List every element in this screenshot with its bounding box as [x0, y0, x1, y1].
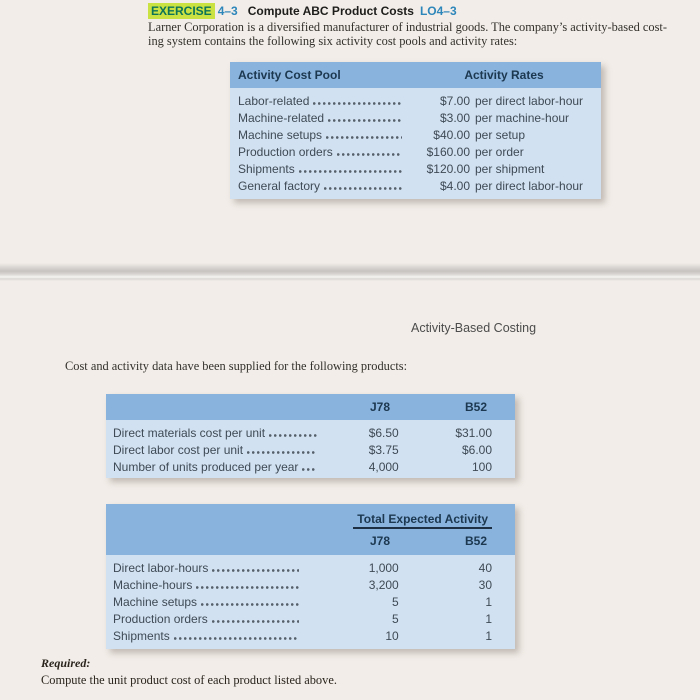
- group-header-row: [106, 512, 492, 529]
- row-label: Direct labor-hours: [113, 560, 209, 575]
- row-label: Production orders: [113, 611, 208, 626]
- table-row: [230, 143, 601, 160]
- rate-unit: per machine-hour: [475, 110, 570, 125]
- product-data-header: [106, 394, 515, 420]
- rate-unit: per setup: [475, 127, 526, 142]
- j78-value: $3.75: [368, 442, 399, 457]
- dot-leader: [299, 170, 402, 173]
- table-row: [106, 576, 492, 593]
- col-header-j78: J78: [369, 400, 390, 414]
- row-label: Number of units produced per year: [113, 459, 299, 474]
- rate-amount: $4.00: [439, 178, 470, 193]
- col-header-j78: J78: [369, 534, 390, 548]
- table-row: [106, 627, 492, 644]
- expected-activity-table: [106, 504, 515, 649]
- col-header-activity-cost-pool: Activity Cost Pool: [238, 68, 341, 82]
- exercise-badge: EXERCISE: [148, 3, 215, 19]
- col-header-b52: B52: [464, 400, 487, 414]
- dot-leader: [201, 603, 299, 606]
- table-row: [106, 610, 492, 627]
- rate-unit: per order: [475, 144, 524, 159]
- row-label: Direct labor cost per unit: [113, 442, 244, 457]
- b52-value: $6.00: [461, 442, 493, 457]
- required-text: Compute the unit product cost of each product listed above.: [41, 673, 337, 687]
- table-row: [230, 160, 601, 177]
- col-header-activity-rates: Activity Rates: [464, 68, 544, 82]
- rate-amount: $40.00: [433, 127, 470, 142]
- j78-value: 5: [392, 594, 399, 609]
- pool-label: Labor-related: [238, 93, 310, 108]
- expected-activity-body: [106, 555, 515, 649]
- b52-value: 1: [485, 628, 493, 643]
- group-header-total-expected-activity: Total Expected Activity: [353, 512, 492, 529]
- row-label: Direct materials cost per unit: [113, 425, 266, 440]
- dot-leader: [328, 119, 402, 122]
- dot-leader: [269, 434, 317, 437]
- product-data-table: [106, 394, 515, 478]
- supply-paragraph: Cost and activity data have been supplied for the following products:: [65, 359, 408, 373]
- table-row: [106, 441, 492, 458]
- page-break-divider: [0, 263, 700, 281]
- sub-header-row: [106, 529, 492, 555]
- pool-label: Production orders: [238, 144, 333, 159]
- j78-value: $6.50: [368, 425, 399, 440]
- table-row: [106, 559, 492, 576]
- dot-leader: [302, 468, 317, 471]
- expected-activity-header: [106, 504, 515, 555]
- pool-label: Machine setups: [238, 127, 323, 142]
- table-row: [230, 109, 601, 126]
- b52-value: 1: [485, 594, 493, 609]
- dot-leader: [196, 586, 299, 589]
- row-label: Machine-hours: [113, 577, 193, 592]
- dot-leader: [337, 153, 402, 156]
- rate-amount: $3.00: [439, 110, 470, 125]
- intro-line-2: ing system contains the following six activity cost pools and activity rates:: [148, 34, 518, 48]
- rate-amount: $7.00: [439, 93, 470, 108]
- activity-rates-body: [230, 88, 601, 199]
- j78-value: 10: [385, 628, 399, 643]
- rate-amount: $160.00: [426, 144, 470, 159]
- b52-value: $31.00: [455, 425, 493, 440]
- dot-leader: [324, 187, 402, 190]
- exercise-number: 4–3: [217, 4, 238, 18]
- exercise-title: Compute ABC Product Costs: [247, 4, 414, 18]
- rate-unit: per direct labor-hour: [475, 178, 584, 193]
- rate-unit: per shipment: [475, 161, 545, 176]
- activity-rates-table: [230, 62, 601, 199]
- rate-unit: per direct labor-hour: [475, 93, 584, 108]
- b52-value: 30: [478, 577, 493, 592]
- product-data-body: [106, 420, 515, 478]
- running-header: Activity-Based Costing: [411, 321, 537, 335]
- required-block: [41, 656, 337, 688]
- j78-value: 1,000: [368, 560, 399, 575]
- rate-amount: $120.00: [426, 161, 470, 176]
- table-row: [230, 177, 601, 194]
- intro-line-1: Larner Corporation is a diversified manufacturer of industrial goods. The company’s activity-based cost-: [148, 20, 667, 34]
- required-label: Required:: [41, 656, 91, 670]
- j78-value: 5: [392, 611, 399, 626]
- dot-leader: [212, 620, 300, 623]
- intro-paragraph: [148, 20, 667, 48]
- table-row: [230, 92, 601, 109]
- table-row: [106, 593, 492, 610]
- col-header-b52: B52: [464, 534, 487, 548]
- row-label: Machine setups: [113, 594, 198, 609]
- dot-leader: [326, 136, 402, 139]
- pool-label: General factory: [238, 178, 321, 193]
- b52-value: 1: [485, 611, 493, 626]
- activity-rates-header: [230, 62, 601, 88]
- learning-objective-code: LO4–3: [419, 4, 457, 18]
- b52-value: 40: [478, 560, 493, 575]
- b52-value: 100: [471, 459, 493, 474]
- dot-leader: [313, 102, 402, 105]
- dot-leader: [174, 637, 300, 640]
- dot-leader: [247, 451, 317, 454]
- dot-leader: [212, 569, 299, 572]
- pool-label: Machine-related: [238, 110, 325, 125]
- pool-label: Shipments: [238, 161, 295, 176]
- j78-value: 4,000: [368, 459, 399, 474]
- j78-value: 3,200: [368, 577, 399, 592]
- table-row: [230, 126, 601, 143]
- exercise-heading: [148, 4, 457, 18]
- table-row: [106, 424, 492, 441]
- row-label: Shipments: [113, 628, 170, 643]
- table-row: [106, 458, 492, 475]
